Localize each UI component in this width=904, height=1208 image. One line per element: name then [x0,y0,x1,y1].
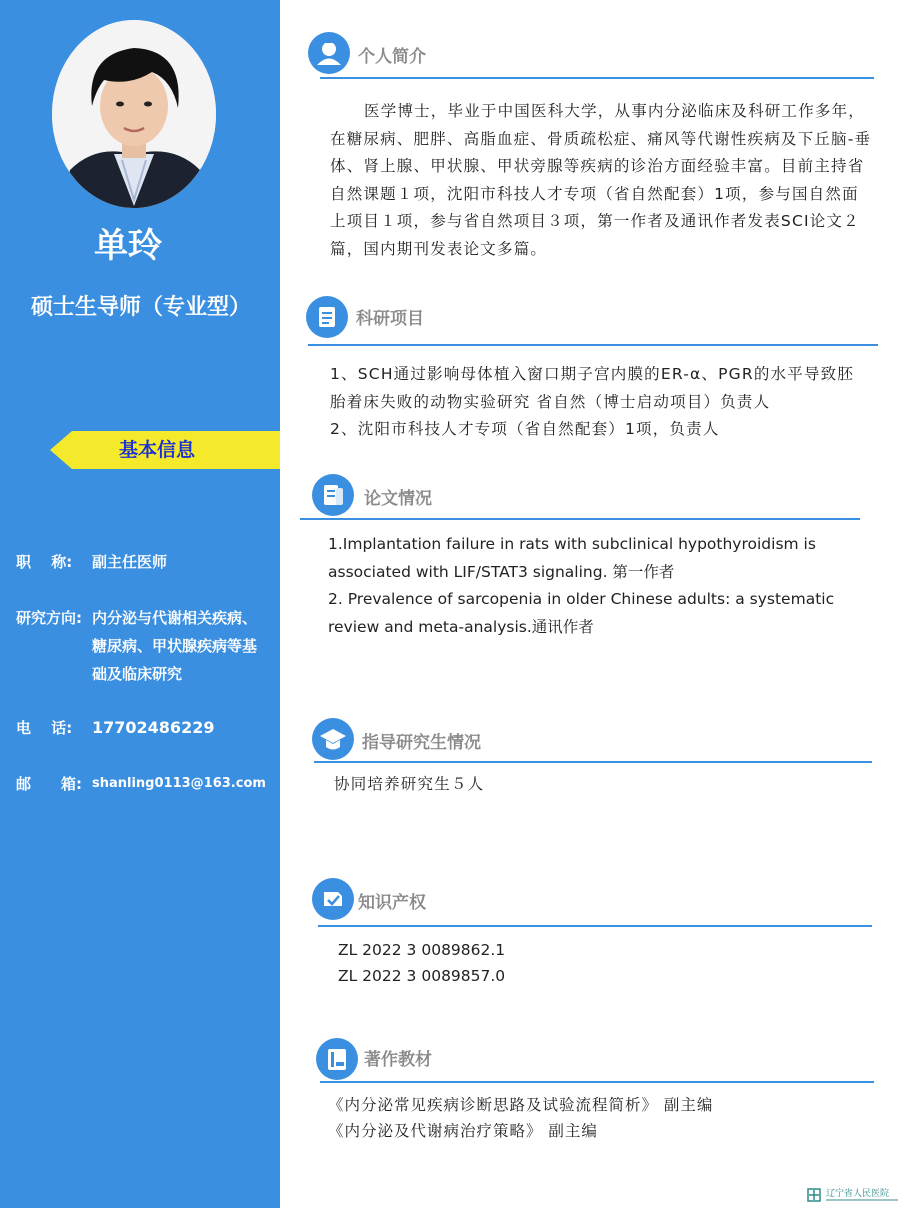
projects-title: 科研项目 [356,309,424,329]
ip-list [338,937,858,989]
papers-title: 论文情况 [364,489,432,509]
research-row [16,604,262,688]
paper-icon [312,474,354,516]
research-label: 研究方向: [16,609,82,627]
email-value: shanling0113@163.com [92,776,266,791]
ip-item: ZL 2022 3 0089857.0 [338,967,506,985]
students-text: 协同培养研究生５人 [334,775,485,793]
graduation-cap-icon [312,718,354,760]
email-label: 邮 箱: [16,775,82,793]
rank-value: 副主任医师 [92,553,168,571]
phone-value: 17702486229 [92,718,215,737]
sidebar [0,0,280,1208]
ip-title: 知识产权 [358,893,426,913]
projects-divider [308,344,878,346]
phone-label: 电 话: [16,719,73,737]
intro-text: 医学博士，毕业于中国医科大学，从事内分泌临床及科研工作多年，在糖尿病、肥胖、高脂血症、骨质疏松症、痛风等代谢性疾病及下丘脑-垂体、肾上腺、甲状腺、甲状旁腺等疾病的诊治方面经验丰富。目前主持省自然课题１项，沈阳市科技人才专项（省自然配套）1项，参与国自然面上项目１项，参与省自然项目３项，第一作者及通讯作者发表SCI论文２篇，国内期刊发表论文多篇。 [330,102,872,258]
papers-divider [300,518,860,520]
phone-row [16,714,262,742]
book-item: 《内分泌及代谢病治疗策略》 副主编 [328,1122,598,1140]
basic-info-heading: 基本信息 [118,439,195,461]
intro-divider [320,77,874,79]
project-item: 2、沈阳市科技人才专项（省自然配套）1项，负责人 [330,420,720,439]
hospital-logo [806,1186,902,1204]
books-list [328,1092,868,1144]
email-row [16,770,266,798]
ip-item: ZL 2022 3 0089862.1 [338,941,506,959]
papers-list [328,531,874,641]
person-name: 单玲 [94,226,162,266]
rank-label: 职 称: [16,553,73,571]
books-title: 著作教材 [364,1050,432,1070]
certificate-icon [312,878,354,920]
students-title: 指导研究生情况 [362,733,481,753]
avatar [52,20,216,208]
intro-title: 个人简介 [358,47,426,67]
ip-divider [318,925,872,927]
book-item: 《内分泌常见疾病诊断思路及试验流程简析》 副主编 [328,1096,714,1114]
projects-list [330,361,860,458]
books-divider [320,1081,874,1083]
project-item: 1、SCH通过影响母体植入窗口期子宫内膜的ER-α、PGR的水平导致胚胎着床失败的动物实验研究 省自然（博士启动项目）负责人 [330,365,855,411]
research-value: 内分泌与代谢相关疾病、糖尿病、甲状腺疾病等基础及临床研究 [92,609,258,683]
document-icon [306,296,348,338]
paper-item: 2. Prevalence of sarcopenia in older Chinese adults: a systematic review and meta-analysis.通讯作者 [328,590,835,636]
doctor-icon [308,32,350,74]
students-divider [314,761,872,763]
hospital-logo-text: 辽宁省人民医院 [826,1189,890,1199]
book-icon [316,1038,358,1080]
person-title: 硕士生导师（专业型） [30,295,251,320]
rank-row [16,548,262,576]
paper-item: 1.Implantation failure in rats with subclinical hypothyroidism is associated with LIF/STAT3 signaling. 第一作者 [328,535,816,581]
